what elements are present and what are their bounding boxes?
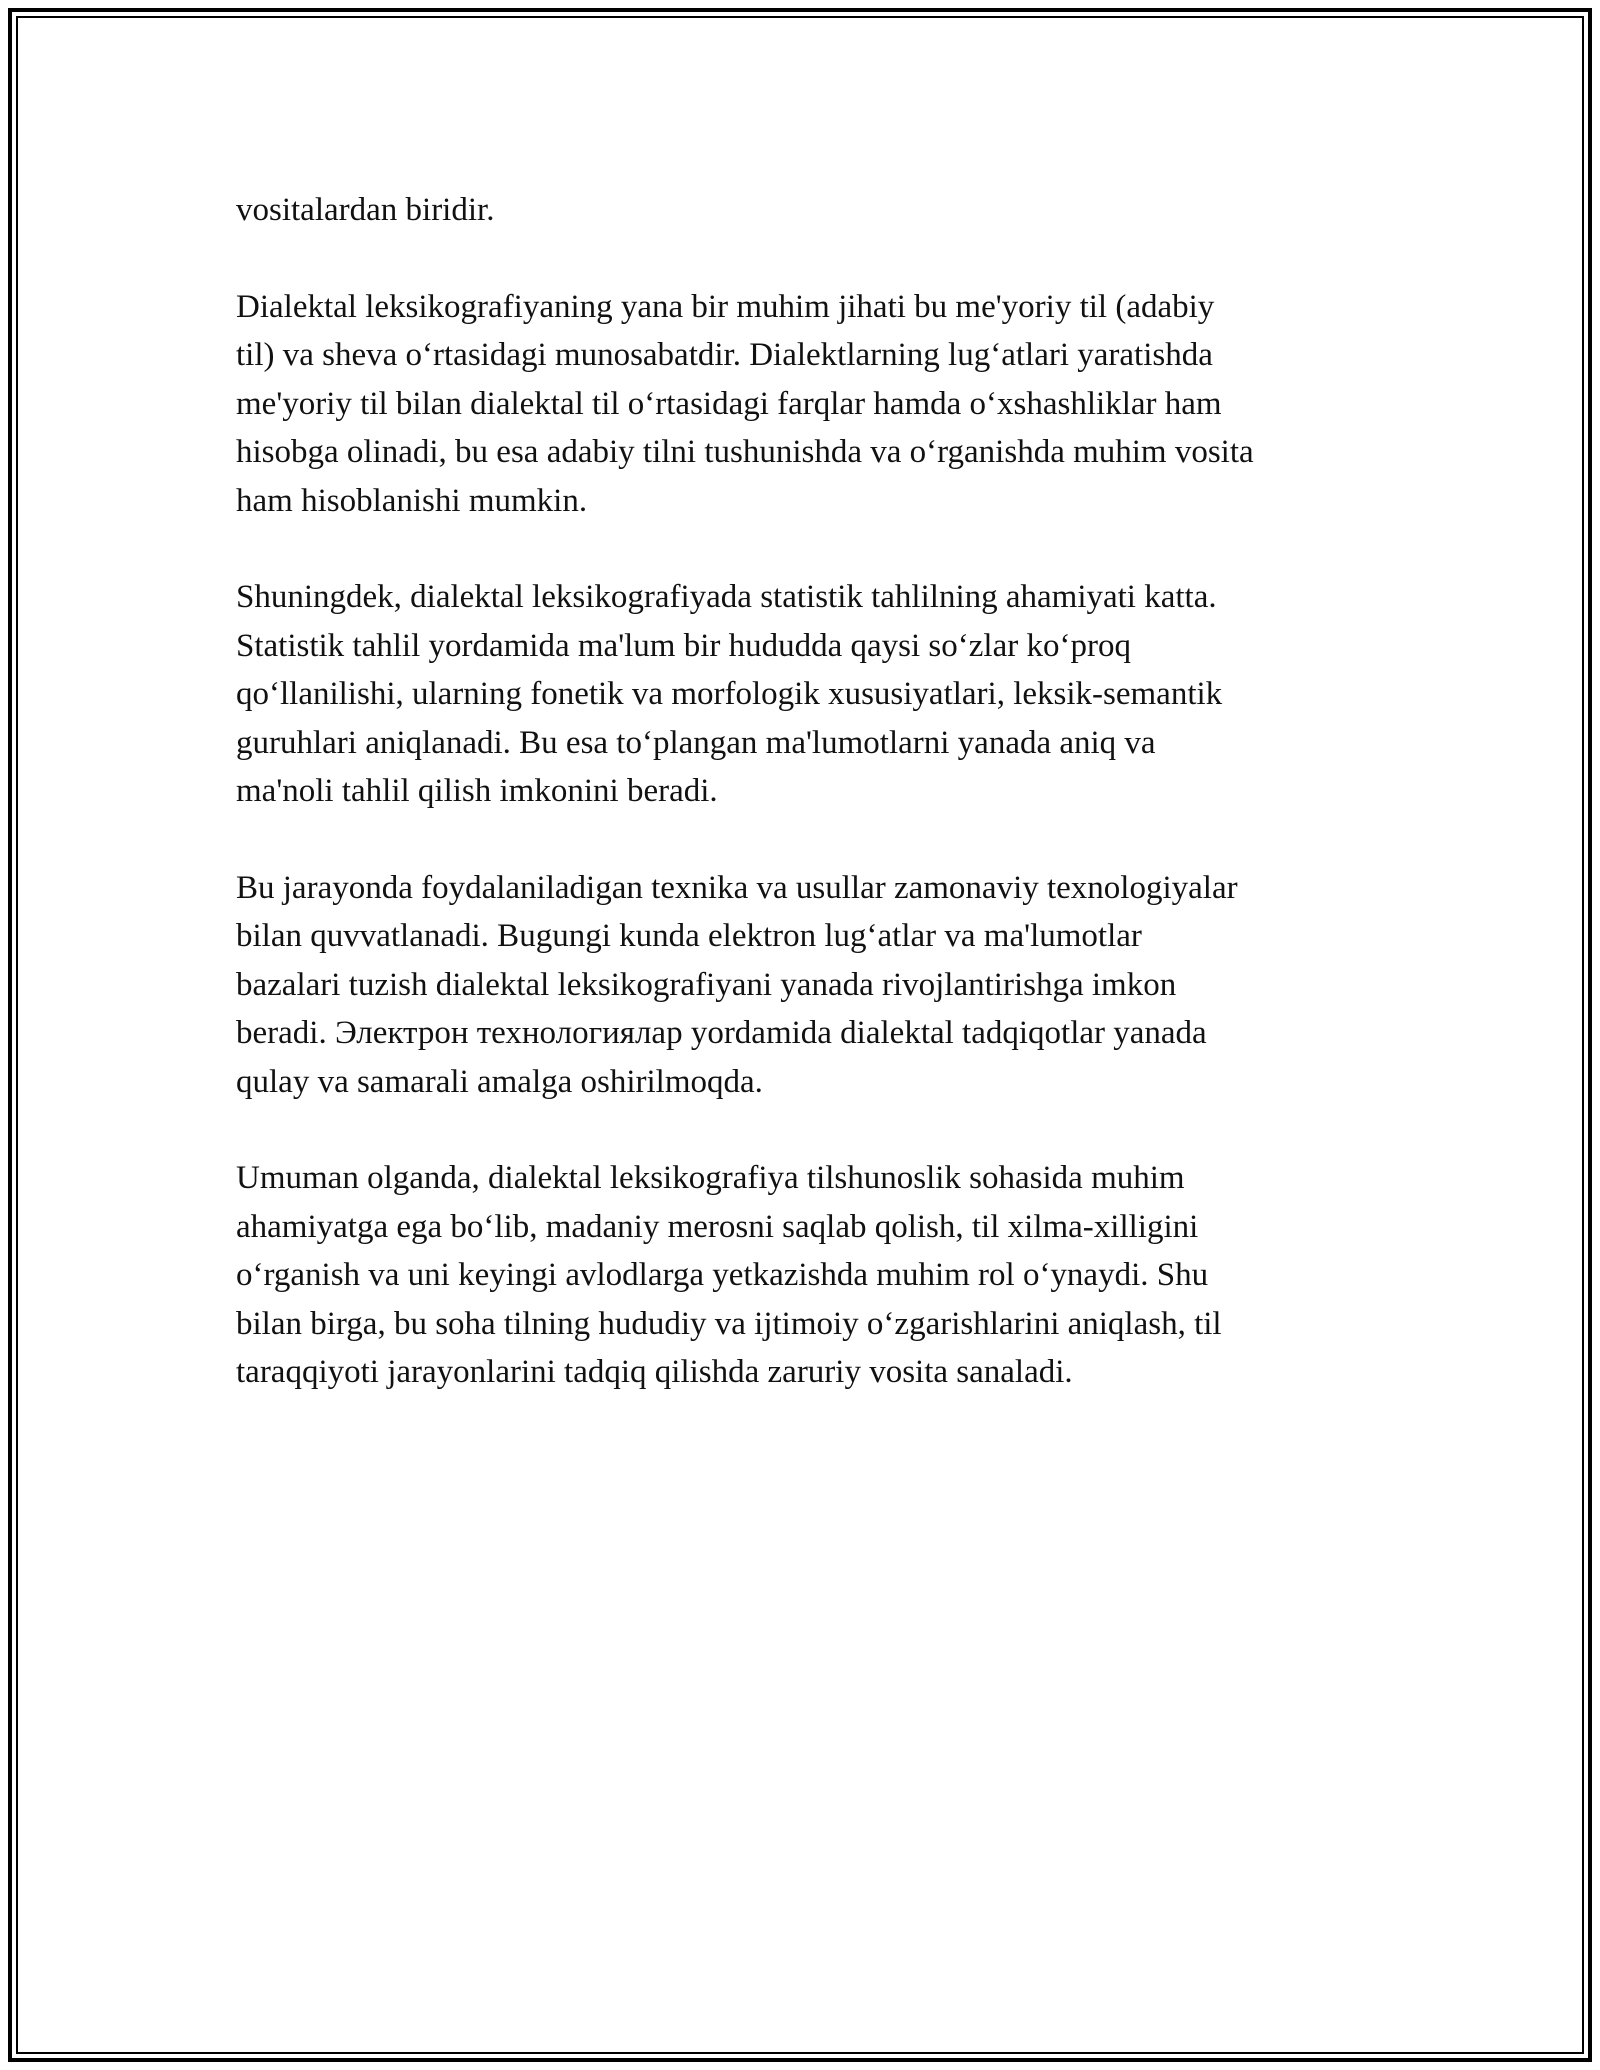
text-line: Bu jarayonda foydalaniladigan texnika va usullar zamonaviy texnologiyalar xyxy=(236,869,1238,906)
text-line: ma'noli tahlil qilish imkonini beradi. xyxy=(236,773,718,809)
text-line: Dialektal leksikografiyaning yana bir muhim jihati bu me'yoriy til (adabiy xyxy=(236,288,1215,325)
text-line: hisobga olinadi, bu esa adabiy tilni tushunishda va o‘rganishda muhim vosita xyxy=(236,434,1254,470)
text-line: qo‘llanilishi, ularning fonetik va morfologik xususiyatlari, leksik-semantik xyxy=(236,676,1223,712)
text-line: Statistik tahlil yordamida ma'lum bir hududda qaysi so‘zlar ko‘proq xyxy=(236,627,1131,664)
text-line: qulay va samarali amalga oshirilmoqda. xyxy=(236,1063,763,1100)
paragraph-1 xyxy=(236,186,1376,235)
text-line: o‘rganish va uni keyingi avlodlarga yetkazishda muhim rol o‘ynaydi. Shu xyxy=(236,1257,1209,1293)
text-line: bazalari tuzish dialektal leksikografiyani yanada rivojlantirishga imkon xyxy=(236,966,1177,1003)
text-line: ham hisoblanishi mumkin. xyxy=(236,482,588,519)
paragraph-5 xyxy=(236,1154,1376,1397)
text-line: ahamiyatga ega bo‘lib, madaniy merosni saqlab qolish, til xilma-xilligini xyxy=(236,1208,1199,1245)
text-line: bilan birga, bu soha tilning hududiy va ijtimoiy o‘zgarishlarini aniqlash, til xyxy=(236,1305,1222,1342)
text-line: Umuman olganda, dialektal leksikografiya tilshunoslik sohasida muhim xyxy=(236,1160,1185,1196)
paragraph-3 xyxy=(236,573,1376,816)
text-line: guruhlari aniqlanadi. Bu esa to‘plangan ma'lumotlarni yanada aniq va xyxy=(236,724,1156,761)
text-line: taraqqiyoti jarayonlarini tadqiq qilishda zaruriy vosita sanaladi. xyxy=(236,1354,1073,1390)
paragraph-2 xyxy=(236,283,1376,526)
text-line: beradi. Электрон технологиялар yordamida dialektal tadqiqotlar yanada xyxy=(236,1015,1207,1051)
text-line: vositalardan biridir. xyxy=(236,192,495,228)
text-line: me'yoriy til bilan dialektal til o‘rtasidagi farqlar hamda o‘xshashliklar ham xyxy=(236,385,1222,422)
document-body xyxy=(236,186,1376,1445)
text-line: til) va sheva o‘rtasidagi munosabatdir. Dialektlarning lug‘atlari yaratishda xyxy=(236,337,1213,373)
text-line: bilan quvvatlanadi. Bugungi kunda elektron lug‘atlar va ma'lumotlar xyxy=(236,918,1142,954)
text-line: Shuningdek, dialektal leksikografiyada statistik tahlilning ahamiyati katta. xyxy=(236,579,1217,615)
paragraph-4 xyxy=(236,864,1376,1107)
